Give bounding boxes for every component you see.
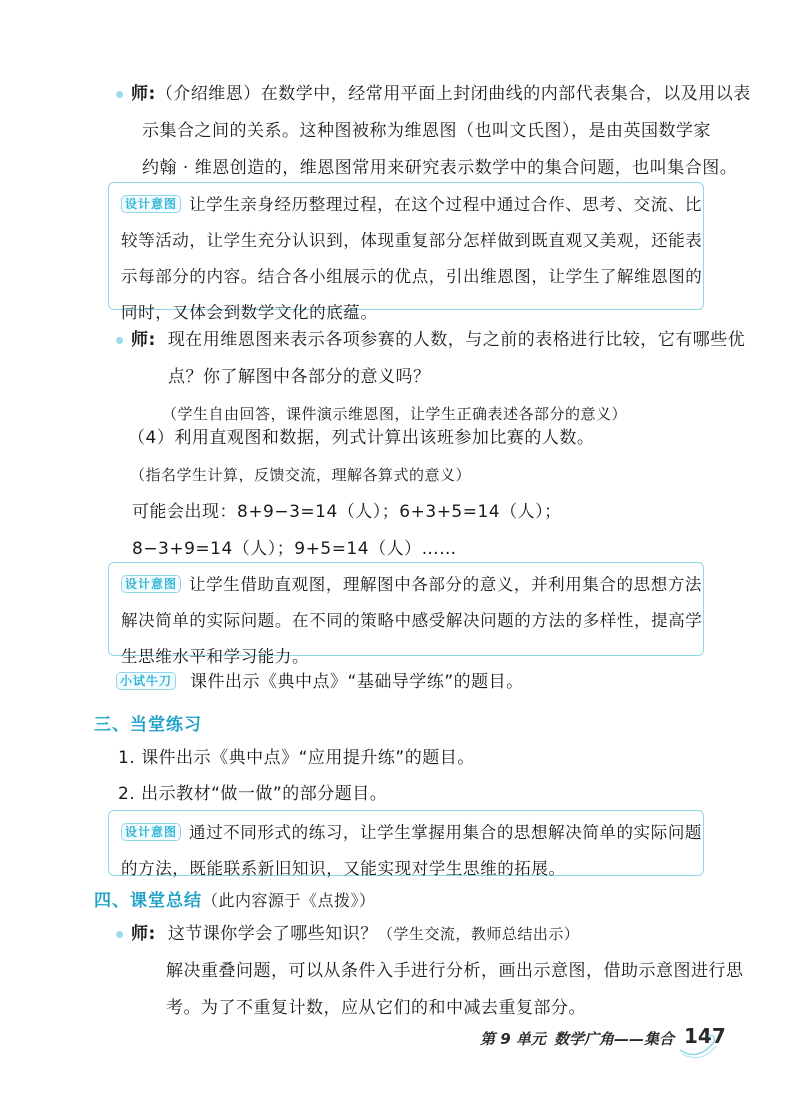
footer-unit: 第 9 单元 (480, 1030, 546, 1048)
design-intent-box (108, 810, 704, 876)
design-intent-tag: 设计意图 (121, 575, 181, 593)
text-line: 同时，又体会到数学文化的底蕴。 (121, 303, 378, 322)
text-span: 让学生借助直观图，理解图中各部分的意义，并利用集合的思想方法 (189, 575, 703, 594)
text-line (121, 187, 703, 223)
teacher-block-compare (116, 322, 746, 433)
design-intent-tag: 设计意图 (121, 823, 181, 841)
teacher-label: 师: (131, 84, 156, 104)
text-line: 点？你了解图中各部分的意义吗？ (168, 367, 431, 387)
practice-item: 2. 出示教材“做一做”的部分题目。 (118, 784, 388, 804)
step-title: （4）利用直观图和数据，列式计算出该班参加比赛的人数。 (128, 428, 595, 448)
bullet-icon (116, 91, 123, 98)
practice-item: 1. 课件出示《典中点》“应用提升练”的题目。 (118, 748, 475, 768)
section-summary (94, 886, 744, 1027)
page-swirl-icon (678, 1028, 718, 1058)
bullet-icon (116, 931, 123, 938)
teacher-block-intro (116, 76, 751, 187)
page-footer (480, 1022, 740, 1058)
teacher-text (156, 76, 751, 113)
text-line: 生思维水平和学习能力。 (121, 647, 310, 666)
section-heading: 三、当堂练习 (94, 715, 202, 735)
text-line: 考。为了不重复计数，应从它们的和中减去重复部分。 (166, 998, 586, 1018)
text-line: 示每部分的内容。结合各小组展示的优点，引出维恩图，让学生了解维恩图的 (121, 267, 703, 286)
teacher-summary (94, 916, 744, 1027)
text-line (121, 567, 703, 603)
step-4 (128, 420, 728, 568)
text-line: 约翰 · 维恩创造的，维恩图常用来研究表示数学中的集合问题，也叫集合图。 (142, 158, 738, 178)
text-line (121, 815, 703, 851)
design-intent-box (108, 562, 704, 666)
text-span: 让学生亲身经历整理过程，在这个过程中通过合作、思考、交流、比 (189, 195, 703, 214)
text-line: 解决简单的实际问题。在不同的策略中感受解决问题的方法的多样性，提高学 (121, 611, 703, 630)
bullet-icon (116, 337, 123, 344)
teacher-row (116, 76, 751, 113)
footer-title: 数学广角——集合 (554, 1030, 675, 1048)
equation-line: 可能会出现：8+9−3=14（人）；6+3+5=14（人）； (132, 502, 562, 522)
step-note: （指名学生计算，反馈交流，理解各算式的意义） (130, 466, 472, 484)
page-number: 147 (684, 1024, 726, 1048)
design-intent-box (108, 182, 704, 322)
teacher-row (116, 322, 746, 359)
summary-question-note: （学生交流，教师总结出示） (377, 925, 580, 943)
trial-text: 课件出示《典中点》“基础导学练”的题目。 (190, 672, 524, 692)
section-practice (94, 710, 714, 812)
equation-line: 8−3+9=14（人）；9+5=14（人）…… (132, 539, 457, 559)
teacher-label: 师: (131, 330, 156, 350)
text-line: 较等活动，让学生充分认识到，体现重复部分怎样做到既直观又美观，还能表 (121, 231, 703, 250)
summary-question: 这节课你学会了哪些知识？ (167, 924, 378, 944)
section-heading: 四、课堂总结 (94, 891, 202, 911)
text-line: 的方法，既能联系新旧知识，又能实现对学生思维的拓展。 (121, 859, 566, 878)
teacher-row (116, 916, 734, 953)
trial-row (116, 664, 716, 701)
section-heading-row (94, 886, 734, 916)
text-line: 现在用维恩图来表示各项参赛的人数，与之前的表格进行比较，它有哪些优 (167, 330, 746, 350)
student-note: （学生自由回答，课件演示维恩图，让学生正确表述各部分的意义） (162, 405, 628, 423)
text-line: 示集合之间的关系。这种图被称为维恩图（也叫文氏图），是由英国数学家 (142, 121, 711, 141)
text-line: 解决重叠问题，可以从条件入手进行分析，画出示意图，借助示意图进行思 (166, 961, 744, 981)
text-span: 通过不同形式的练习，让学生掌握用集合的思想解决简单的实际问题 (189, 823, 703, 842)
trial-tag: 小试牛刀 (116, 672, 176, 690)
teacher-label: 师: (131, 924, 156, 944)
text-line: （介绍维恩）在数学中，经常用平面上封闭曲线的内部代表集合，以及用以表 (155, 84, 751, 104)
design-intent-tag: 设计意图 (121, 195, 181, 213)
section-source-note: （此内容源于《点拨》） (202, 891, 376, 910)
